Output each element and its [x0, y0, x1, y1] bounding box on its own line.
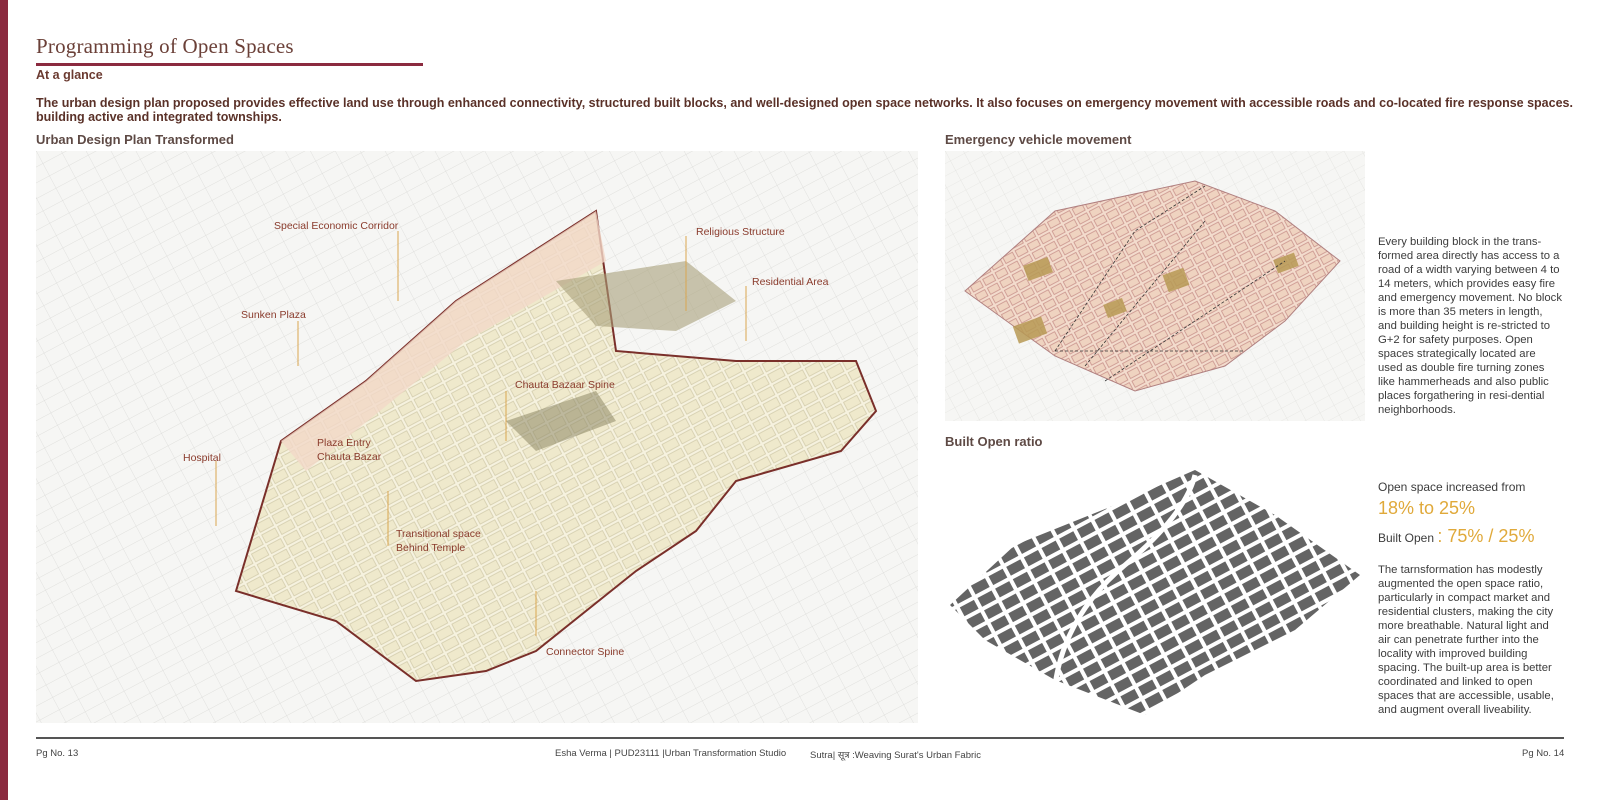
emergency-heading: Emergency vehicle movement — [945, 132, 1132, 147]
footer-left-page-number: Pg No. 13 — [36, 748, 79, 759]
open-space-increase-value: 18% to 25% — [1378, 498, 1476, 518]
callout-special-economic-corridor: Special Economic Corridor — [274, 220, 399, 232]
built-open-ratio-row — [1378, 525, 1534, 549]
title-underline — [36, 63, 423, 66]
built-open-heading: Built Open ratio — [945, 434, 1043, 449]
footer-project-title: Sutra| सूत्र :Weaving Surat's Urban Fabric — [810, 750, 982, 761]
callout-residential-area: Residential Area — [752, 276, 829, 288]
footer-right-page-number: Pg No. 14 — [1522, 748, 1565, 759]
built-open-ratio-image — [945, 455, 1365, 723]
callout-hospital: Hospital — [183, 452, 221, 464]
callout-chauta-bazar: Chauta Bazar — [317, 451, 382, 463]
urban-design-plan-image — [36, 151, 918, 723]
callout-plaza-entry: Plaza Entry — [317, 437, 371, 449]
callout-transitional-space: Transitional space — [396, 528, 481, 540]
footer-divider — [36, 737, 1564, 739]
footer-author: Esha Verma | PUD23111 |Urban Transformation Studio — [555, 748, 787, 759]
open-space-increase-label: Open space increased from — [1378, 480, 1526, 494]
page-accent-bar — [0, 0, 8, 800]
intro-paragraph: The urban design plan proposed provides effective land use through enhanced connectivity, structured built blocks, and well-designed open space networks. It also focuses on emergency movement with accessible roads and co-located fire response spaces. building active and integrated townships. — [36, 96, 1573, 124]
built-open-ratio-label: Built Open — [1378, 531, 1435, 545]
built-open-figure-ground — [945, 455, 1365, 723]
callout-chauta-bazaar-spine: Chauta Bazaar Spine — [515, 379, 615, 391]
built-open-description: The tarnsformation has modestly augmented the open space ratio, particularly in compact market and residential clusters, making the city more breathable. Natural light and air can penetrate further into the locality with improved building spacing. The built-up area is better coordinated and linked to open spaces that are accessible, usable, and augment overall liveability. — [1378, 564, 1554, 716]
emergency-movement-image — [945, 151, 1365, 421]
callout-religious-structure: Religious Structure — [696, 226, 785, 238]
page-title: Programming of Open Spaces — [36, 34, 294, 58]
emergency-movement-drawing — [945, 151, 1365, 421]
plan-heading: Urban Design Plan Transformed — [36, 132, 234, 147]
page-subtitle: At a glance — [36, 68, 103, 82]
built-open-ratio-value: : 75% / 25% — [1437, 526, 1535, 546]
urban-design-plan-drawing — [36, 151, 918, 723]
emergency-description: Every building block in the trans-formed area directly has access to a road of a width varying between 4 to 14 meters, which provides easy fire and emergency movement. No block is more than 35 meters in length, and building height is re-stricted to G+2 for safety purposes. Open spaces strategically located are used as double fire turning zones like hammerheads and also public places forgathering in resi-dential neighborhoods. — [1378, 236, 1562, 416]
callout-sunken-plaza: Sunken Plaza — [241, 309, 306, 321]
callout-behind-temple: Behind Temple — [396, 542, 466, 554]
callout-connector-spine: Connector Spine — [546, 646, 625, 658]
